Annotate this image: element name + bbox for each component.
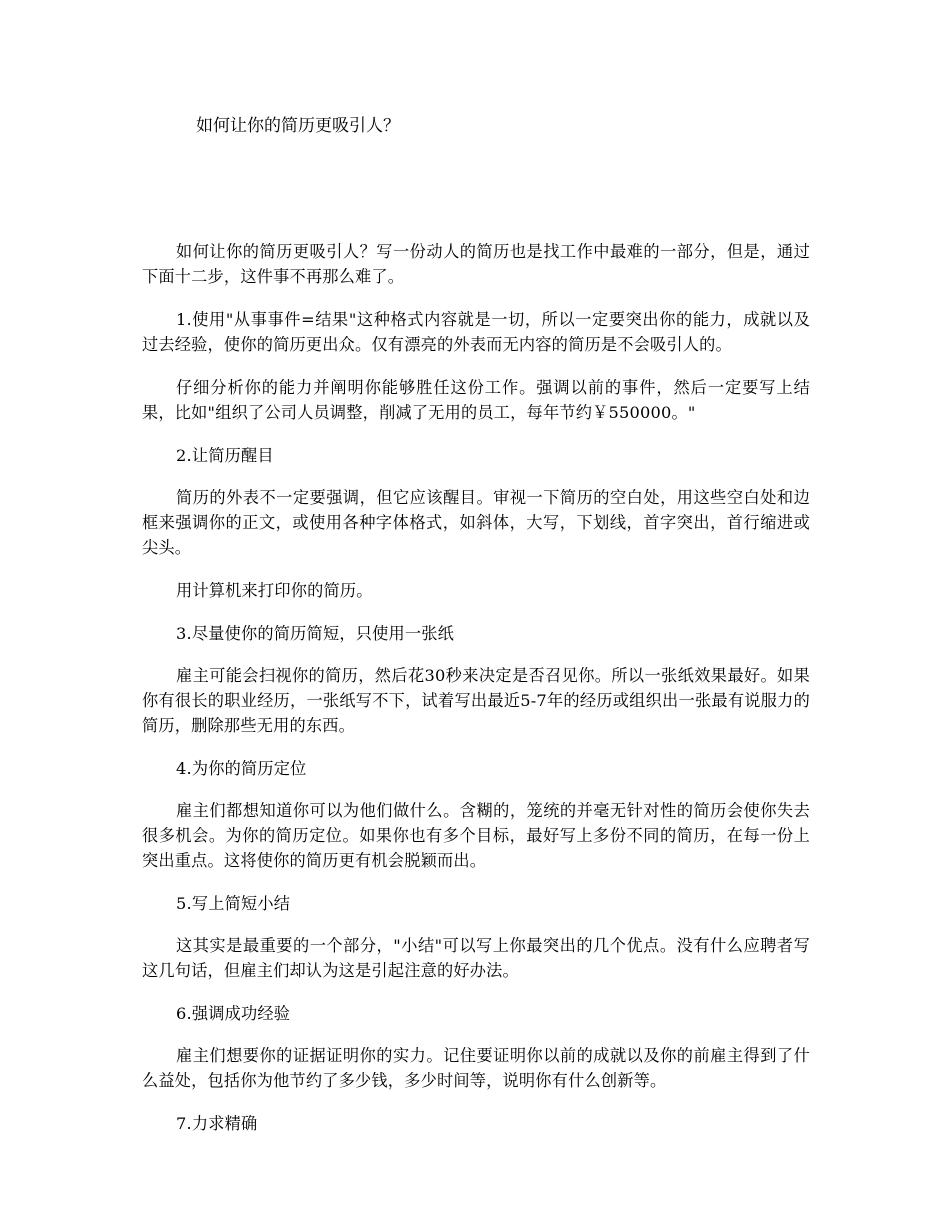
step-4-heading: 4.为你的简历定位 [176,759,307,778]
step-6-heading: 6.强调成功经验 [176,1004,291,1023]
intro-paragraph: 如何让你的简历更吸引人？写一份动人的简历也是找工作中最难的一部分，但是，通过下面十二步，这件事不再那么难了。 [142,242,810,286]
step-5-paragraph: 这其实是最重要的一个部分，"小结"可以写上你最突出的几个优点。没有什么应聘者写这几句话，但雇主们却认为这是引起注意的好办法。 [142,936,810,980]
step-2-paragraph: 简历的外表不一定要强调，但它应该醒目。审视一下简历的空白处，用这些空白处和边框来强调你的正文，或使用各种字体格式，如斜体，大写，下划线，首字突出，首行缩进或尖头。 [142,488,810,557]
step-2-heading: 2.让简历醒目 [176,446,274,465]
step-3-paragraph: 雇主可能会扫视你的简历，然后花30秒来决定是否召见你。所以一张纸效果最好。如果你有很长的职业经历，一张纸写不下，试着写出最近5-7年的经历或组织出一张最有说服力的简历，删除那些无用的东西。 [142,666,810,735]
step-1-paragraph: 1.使用"从事事件=结果"这种格式内容就是一切，所以一定要突出你的能力，成就以及过去经验，使你的简历更出众。仅有漂亮的外表而无内容的简历是不会吸引人的。 [142,310,810,354]
step-4-paragraph: 雇主们都想知道你可以为他们做什么。含糊的，笼统的并毫无针对性的简历会使你失去很多机会。为你的简历定位。如果你也有多个目标，最好写上多份不同的简历，在每一份上突出重点。这将使你的简历更有机会脱颖而出。 [142,801,810,870]
step-3-heading: 3.尽量使你的简历简短，只使用一张纸 [176,624,455,643]
document-title: 如何让你的简历更吸引人？ [196,116,400,136]
step-5-heading: 5.写上简短小结 [176,894,291,913]
step-6-paragraph: 雇主们想要你的证据证明你的实力。记住要证明你以前的成就以及你的前雇主得到了什么益处，包括你为他节约了多少钱，多少时间等，说明你有什么创新等。 [142,1046,810,1090]
step-2-detail-paragraph: 用计算机来打印你的简历。 [176,581,373,600]
step-1-detail-paragraph: 仔细分析你的能力并阐明你能够胜任这份工作。强调以前的事件，然后一定要写上结果，比如"组织了公司人员调整，削减了无用的员工，每年节约￥550000。" [142,378,810,422]
step-7-heading: 7.力求精确 [176,1114,258,1133]
document-body [142,239,810,1153]
